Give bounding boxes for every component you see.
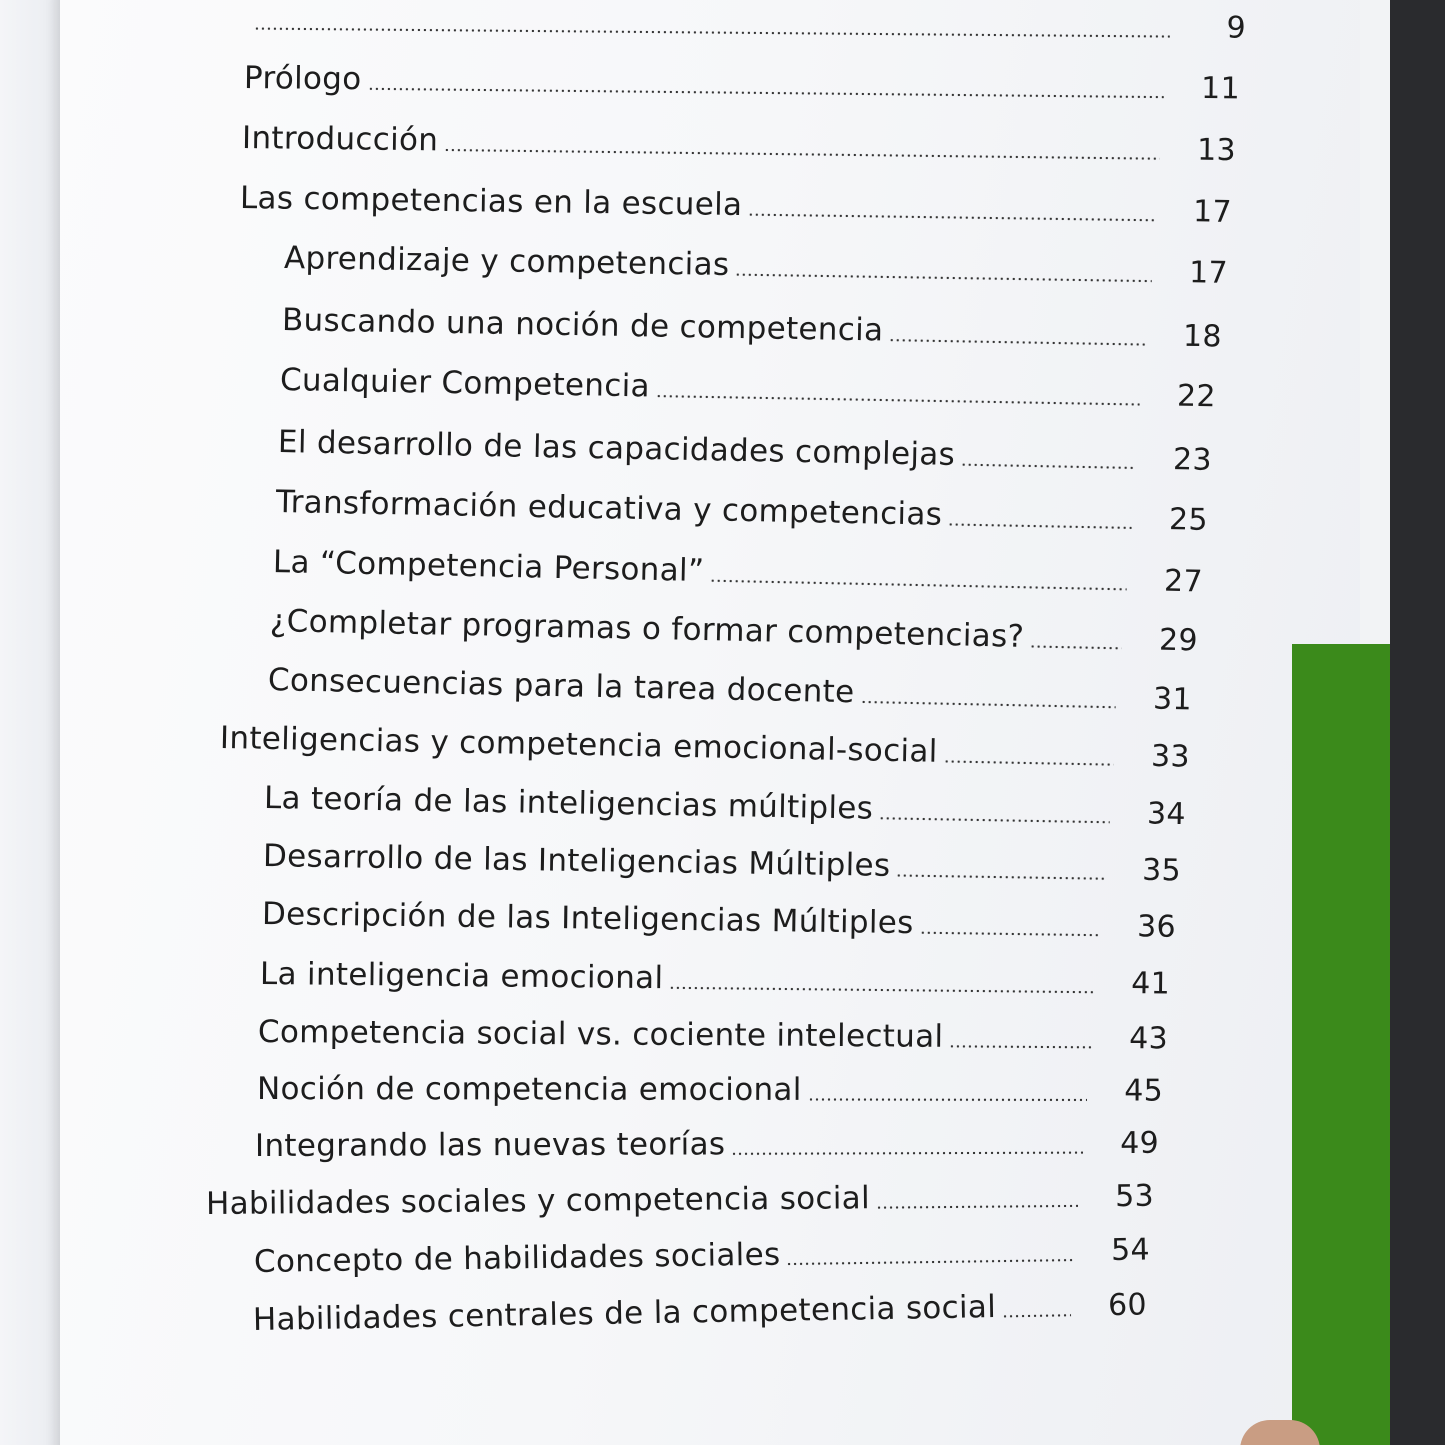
toc-entry xyxy=(260,956,1170,1002)
toc-entry xyxy=(240,180,1232,230)
toc-entry-page: 18 xyxy=(1182,318,1223,355)
toc-entry-page: 25 xyxy=(1168,502,1209,538)
toc-entry-page: 13 xyxy=(1196,132,1237,169)
toc-entry-title: Concepto de habilidades sociales xyxy=(253,1236,781,1280)
toc-entry-title: Aprendizaje y competencias xyxy=(283,240,730,283)
dot-leader xyxy=(860,700,1115,708)
dot-leader xyxy=(748,213,1156,222)
dot-leader xyxy=(367,87,1163,98)
dot-leader xyxy=(786,1259,1074,1266)
toc-entry xyxy=(257,1071,1163,1109)
dot-leader xyxy=(1030,645,1122,650)
toc-entry xyxy=(262,896,1176,945)
toc-entry-title: La “Competencia Personal” xyxy=(272,544,705,590)
toc-entry xyxy=(282,302,1222,354)
toc-entry-title: Habilidades sociales y competencia social xyxy=(205,1180,871,1222)
toc-entry-page: 36 xyxy=(1136,909,1177,945)
dot-leader xyxy=(254,27,1170,38)
toc-entry xyxy=(264,780,1186,832)
toc-entry xyxy=(284,240,1228,291)
toc-entry-title: Descripción de las Inteligencias Múltiples xyxy=(261,896,914,942)
toc-entry xyxy=(280,362,1216,414)
toc-entry-page: 31 xyxy=(1152,681,1193,718)
toc-entry-page: 34 xyxy=(1146,796,1187,833)
dot-leader xyxy=(876,1204,1078,1209)
toc-entry-page: 29 xyxy=(1158,622,1199,659)
toc-entry-title: Las competencias en la escuela xyxy=(239,180,743,224)
toc-entry xyxy=(253,1286,1147,1338)
toc-entry-title: Cualquier Competencia xyxy=(279,362,651,405)
toc-entry-title: Consecuencias para la tarea docente xyxy=(267,662,855,711)
dot-leader xyxy=(710,579,1127,591)
toc-entry-page: 60 xyxy=(1107,1287,1148,1324)
toc-entry xyxy=(278,424,1213,478)
toc-entry-title: Integrando las nuevas teorías xyxy=(254,1126,726,1164)
toc-entry xyxy=(276,484,1209,538)
toc-entry-title: Prólogo xyxy=(243,60,362,98)
dot-leader xyxy=(735,273,1152,283)
toc-entry-page: 9 xyxy=(1226,10,1247,46)
dot-leader xyxy=(669,986,1094,993)
toc-entry-page: 17 xyxy=(1192,194,1233,230)
toc-entry-page: 22 xyxy=(1176,378,1217,415)
toc-entry-page: 27 xyxy=(1163,563,1204,600)
toc-entry xyxy=(258,1014,1168,1056)
dot-leader xyxy=(919,931,1099,937)
toc-entry-page: 11 xyxy=(1200,71,1241,107)
toc-entry-title: Habilidades centrales de la competencia social xyxy=(252,1289,997,1338)
dot-leader xyxy=(949,1045,1092,1049)
toc-entry-page: 17 xyxy=(1188,255,1229,291)
toc-entry xyxy=(248,2,1246,46)
toc-entry xyxy=(255,1125,1159,1164)
toc-entry xyxy=(244,60,1240,106)
dot-leader xyxy=(656,395,1140,406)
toc-entry-page: 33 xyxy=(1150,738,1191,775)
toc-entry xyxy=(206,1178,1154,1222)
toc-entry xyxy=(270,603,1199,658)
toc-entry xyxy=(263,838,1181,888)
toc-entry xyxy=(254,1231,1150,1280)
toc-entry-title: Noción de competencia emocional xyxy=(256,1071,802,1108)
toc-entry-title: Desarrollo de las Inteligencias Múltiples xyxy=(262,838,891,884)
toc-entry xyxy=(268,662,1193,717)
toc-entry-title: Inteligencias y competencia emocional-social xyxy=(219,720,938,770)
dot-leader xyxy=(896,874,1105,880)
toc-entry xyxy=(273,544,1204,599)
dot-leader xyxy=(889,339,1146,346)
dot-leader xyxy=(444,148,1160,160)
toc-entry xyxy=(220,720,1191,775)
toc-entry-page: 53 xyxy=(1115,1178,1155,1215)
toc-entry xyxy=(242,120,1236,168)
toc-entry-title: La inteligencia emocional xyxy=(259,956,664,997)
toc-entry-title: Buscando una noción de competencia xyxy=(281,302,884,349)
toc-entry-title: La teoría de las inteligencias múltiples xyxy=(263,780,874,827)
dot-leader xyxy=(1002,1314,1071,1318)
dot-leader xyxy=(943,760,1113,766)
toc-entry-title: Introducción xyxy=(241,120,439,159)
dot-leader xyxy=(948,523,1132,530)
dot-leader xyxy=(961,463,1136,469)
toc-entry-page: 49 xyxy=(1120,1125,1160,1161)
toc-entry-title: Transformación educativa y competencias xyxy=(275,484,943,533)
toc-entry-page: 54 xyxy=(1110,1232,1151,1269)
toc-entry-title: El desarrollo de las capacidades complejas xyxy=(277,424,956,473)
toc-entry-title: Competencia social vs. cociente intelectual xyxy=(257,1014,944,1055)
dot-leader xyxy=(879,817,1110,824)
toc-entry-page: 23 xyxy=(1172,442,1213,478)
dot-leader xyxy=(808,1098,1087,1101)
toc-entry-page: 45 xyxy=(1124,1073,1164,1109)
toc-entry-title: ¿Completar programas o formar competencias? xyxy=(269,603,1025,655)
dot-leader xyxy=(731,1151,1083,1155)
toc-entry-page: 41 xyxy=(1130,966,1171,1002)
toc-entry-page: 35 xyxy=(1141,852,1182,889)
toc-entry-page: 43 xyxy=(1129,1021,1169,1057)
